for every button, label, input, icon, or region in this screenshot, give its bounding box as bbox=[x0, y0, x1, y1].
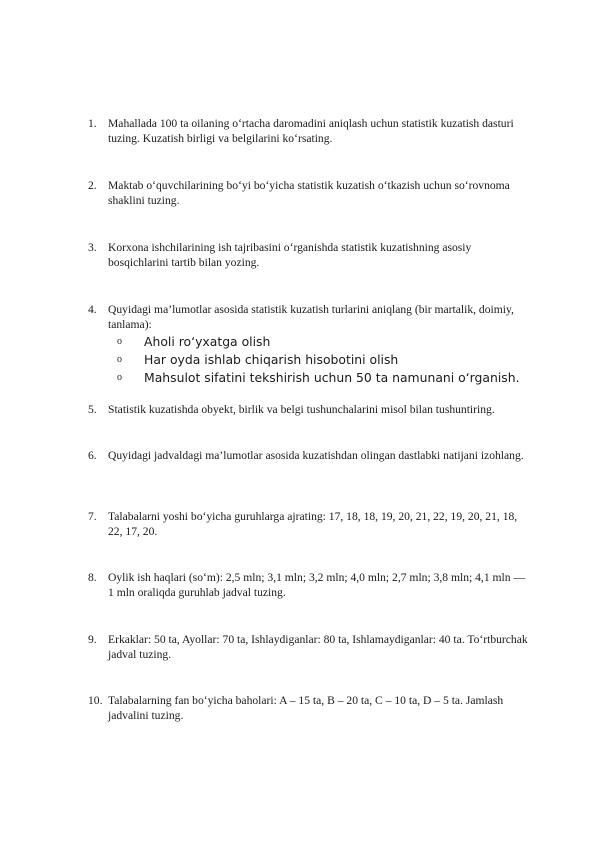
question-number: 8. bbox=[88, 571, 97, 584]
question-text: Mahallada 100 ta oilaning o‘rtacha daromadini aniqlash uchun statistik kuzatish dasturi tuzing. Kuzatish birligi va belgilarini ko‘rsating. bbox=[108, 117, 514, 145]
question-5 bbox=[88, 402, 528, 417]
question-number: 9. bbox=[88, 633, 97, 646]
question-number: 10. bbox=[88, 694, 103, 707]
question-6 bbox=[88, 448, 528, 463]
option-item bbox=[117, 369, 520, 387]
question-text: Talabalarni yoshi bo‘yicha guruhlarga ajrating: 17, 18, 18, 19, 20, 21, 22, 19, 20, 21, 18, 22, 17, 20. bbox=[108, 510, 518, 538]
question-text: Korxona ishchilarining ish tajribasini o‘rganishda statistik kuzatishning asosiy bosqichlarini tartib bilan yozing. bbox=[108, 241, 472, 269]
option-item bbox=[117, 333, 520, 351]
question-text: Talabalarning fan bo‘yicha baholari: A – 15 ta, B – 20 ta, C – 10 ta, D – 5 ta. Jamlash jadvalini tuzing. bbox=[108, 694, 504, 722]
option-text: Aholi ro‘yxatga olish bbox=[144, 334, 271, 349]
question-10 bbox=[88, 693, 528, 723]
question-number: 4. bbox=[88, 303, 97, 316]
question-number: 6. bbox=[88, 449, 97, 462]
question-text: Statistik kuzatishda obyekt, birlik va belgi tushunchalarini misol bilan tushuntiring. bbox=[108, 403, 495, 416]
question-7 bbox=[88, 509, 528, 539]
option-text: Har oyda ishlab chiqarish hisobotini olish bbox=[144, 352, 399, 367]
question-1 bbox=[88, 116, 528, 146]
circle-bullet-icon: o bbox=[117, 354, 122, 365]
option-text: Mahsulot sifatini tekshirish uchun 50 ta namunani o‘rganish. bbox=[144, 370, 520, 385]
question-text: Quyidagi ma’lumotlar asosida statistik kuzatish turlarini aniqlang (bir martalik, doimiy, tanlama): bbox=[108, 303, 514, 331]
question-text: Oylik ish haqlari (so‘m): 2,5 mln; 3,1 mln; 3,2 mln; 4,0 mln; 2,7 mln; 3,8 mln; 4,1 mln — 1 mln oraliqda guruhlab jadval tuzing. bbox=[108, 571, 526, 599]
question-text: Maktab o‘quvchilarining bo‘yi bo‘yicha statistik kuzatish o‘tkazish uchun so‘rovnoma shaklini tuzing. bbox=[108, 179, 510, 207]
question-9 bbox=[88, 632, 528, 662]
question-2 bbox=[88, 178, 528, 208]
question-text: Erkaklar: 50 ta, Ayollar: 70 ta, Ishlaydiganlar: 80 ta, Ishlamaydiganlar: 40 ta. To‘rtburchak jadval tuzing. bbox=[108, 633, 528, 661]
question-text: Quyidagi jadvaldagi ma’lumotlar asosida kuzatishdan olingan dastlabki natijani izohlang. bbox=[108, 449, 524, 462]
question-number: 1. bbox=[88, 117, 97, 130]
question-number: 2. bbox=[88, 179, 97, 192]
option-item bbox=[117, 351, 520, 369]
question-4-options bbox=[117, 333, 520, 387]
question-4 bbox=[88, 302, 528, 332]
question-3 bbox=[88, 240, 528, 270]
question-8 bbox=[88, 570, 528, 600]
circle-bullet-icon: o bbox=[117, 336, 122, 347]
circle-bullet-icon: o bbox=[117, 372, 122, 383]
question-number: 7. bbox=[88, 510, 97, 523]
question-number: 5. bbox=[88, 403, 97, 416]
question-number: 3. bbox=[88, 241, 97, 254]
